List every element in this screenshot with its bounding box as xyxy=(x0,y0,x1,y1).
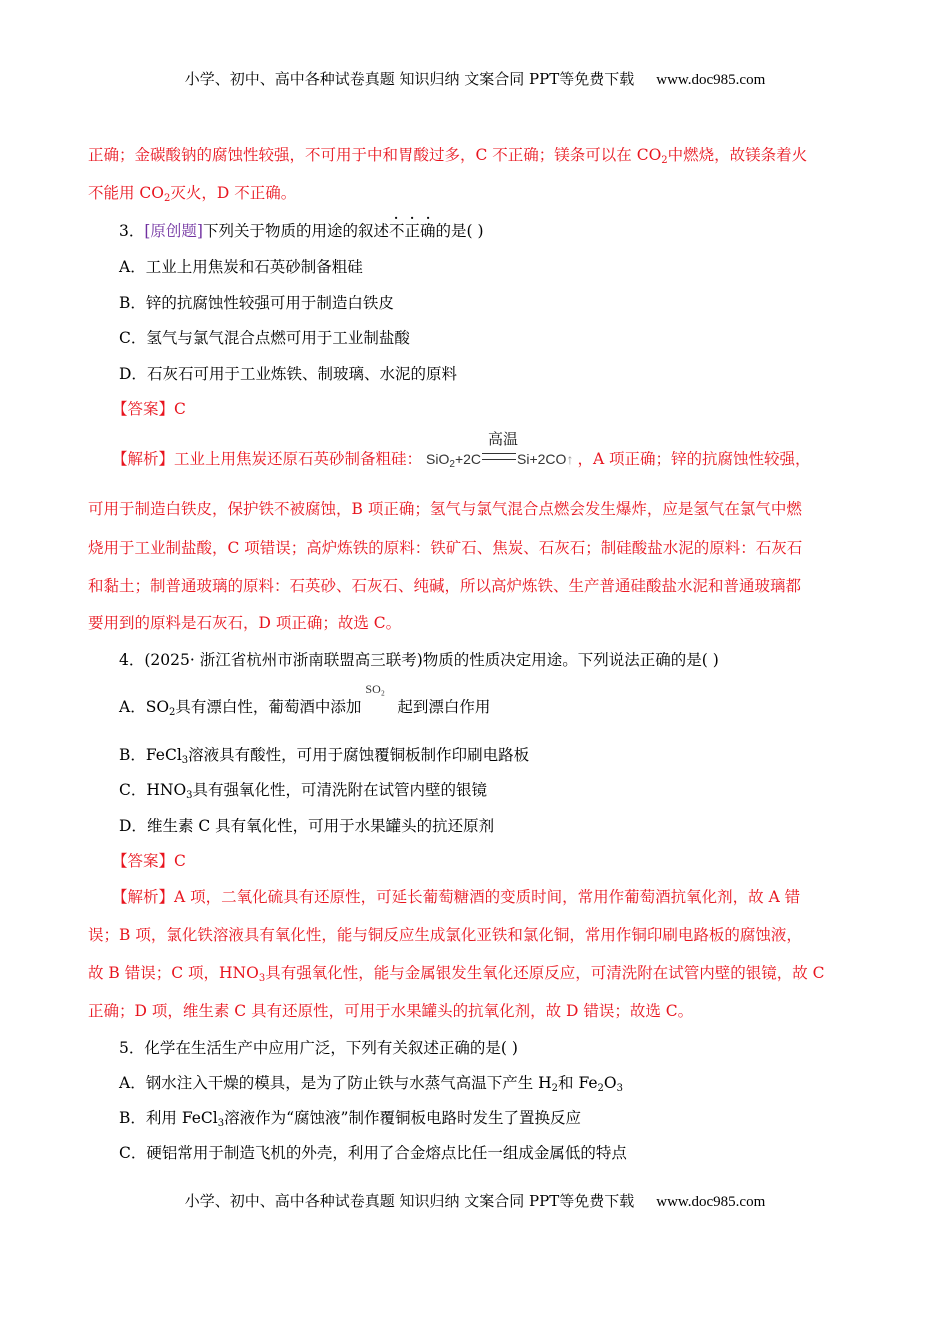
answer-value: C xyxy=(174,852,186,870)
option-label: C． xyxy=(119,1144,147,1162)
footer-url: www.doc985.com xyxy=(656,1194,766,1210)
option-text: FeCl xyxy=(145,746,182,764)
q4-analysis-line-3 xyxy=(88,962,825,990)
q3-option-c xyxy=(119,327,410,349)
option-text: 钢水注入干燥的模具，是为了防止铁与水蒸气高温下产生 H xyxy=(145,1074,552,1092)
analysis-label: 【解析】 xyxy=(112,450,175,468)
analysis-label: 【解析】 xyxy=(112,888,175,906)
q5-stem xyxy=(119,1037,518,1059)
question-number: 3． xyxy=(119,222,145,240)
option-text: 起到漂白作用 xyxy=(397,698,491,716)
chemical-equation xyxy=(426,430,574,476)
option-text: 和 Fe xyxy=(558,1074,598,1092)
question-number: 5． xyxy=(119,1039,145,1057)
subscript: 3 xyxy=(258,973,266,984)
q3-option-b xyxy=(119,292,394,314)
option-text: 锌的抗腐蚀性较强可用于制造白铁皮 xyxy=(145,294,394,312)
q5-option-c xyxy=(119,1142,627,1164)
option-label: D． xyxy=(119,365,147,383)
question-tag: [原创题] xyxy=(144,222,203,240)
formula-text: SO₂ xyxy=(365,682,385,696)
q4-analysis-line-4: 正确；D 项，维生素 C 具有还原性，可用于水果罐头的抗氧化剂，故 D 错误；故选 C。 xyxy=(88,1002,694,1020)
subscript: 2 xyxy=(164,193,171,204)
carryover-line-1 xyxy=(88,144,807,172)
q3-analysis-line-4: 和黏土；制普通玻璃的原料：石英砂、石灰石、纯碱，所以高炉炼铁、生产普通硅酸盐水泥和普通玻璃都 xyxy=(88,577,802,595)
option-text: 具有强氧化性，可清洗附在试管内壁的银镜 xyxy=(192,781,488,799)
footer-text: 小学、初中、高中各种试卷真题 知识归纳 文案合同 PPT等免费下载 xyxy=(184,1192,635,1210)
subscript: 2 xyxy=(597,1083,604,1094)
emphasis-dot-icon: · xyxy=(410,211,415,225)
q4-option-a xyxy=(119,682,491,724)
q4-stem xyxy=(119,649,719,671)
formula-part: SiO xyxy=(426,451,450,467)
answer-label: 【答案】 xyxy=(112,400,175,418)
question-stem: 的是( ) xyxy=(435,222,484,240)
page-footer xyxy=(0,1190,950,1211)
option-text: 硬铝常用于制造飞机的外壳，利用了合金熔点比任一组成金属低的特点 xyxy=(146,1144,627,1162)
q3-analysis-line-3: 烧用于工业制盐酸，C 项错误；高炉炼铁的原料：铁矿石、焦炭、石灰石；制硅酸盐水泥的原料：石灰石 xyxy=(88,539,803,557)
subscript: 2 xyxy=(169,707,176,718)
carryover-text: 正确；金碳酸钠的腐蚀性较强，不可用于中和胃酸过多，C 不正确；镁条可以在 CO xyxy=(88,146,662,164)
carryover-text: 中燃烧，故镁条着火 xyxy=(667,146,808,164)
carryover-text: 灭火，D 不正确。 xyxy=(170,184,297,202)
subscript: 2 xyxy=(449,459,455,470)
q5-option-b xyxy=(119,1107,581,1135)
option-text: 维生素 C 具有氧化性，可用于水果罐头的抗还原剂 xyxy=(146,817,495,835)
option-label: A． xyxy=(119,1074,146,1092)
option-label: B． xyxy=(119,1109,146,1127)
option-label: A． xyxy=(119,698,146,716)
subscript: 3 xyxy=(217,1118,225,1129)
carryover-line-2 xyxy=(88,182,296,210)
option-label: A． xyxy=(119,258,146,276)
analysis-text: 故 B 错误；C 项，HNO xyxy=(88,964,259,982)
option-text: 溶液作为“腐蚀液”制作覆铜板电路时发生了置换反应 xyxy=(224,1109,581,1127)
q3-analysis-line-2: 可用于制造白铁皮，保护铁不被腐蚀，B 项正确；氢气与氯气混合点燃会发生爆炸，应是氢气在氯气中燃 xyxy=(88,500,802,518)
q4-analysis-line-2: 误；B 项，氯化铁溶液具有氧化性，能与铜反应生成氯化亚铁和氯化铜，常用作铜印刷电路板的腐蚀液， xyxy=(88,926,802,944)
option-label: B． xyxy=(119,746,146,764)
q3-option-a xyxy=(119,256,363,278)
option-text: 溶液具有酸性，可用于腐蚀覆铜板制作印刷电路板 xyxy=(188,746,530,764)
q3-analysis-line-5: 要用到的原料是石灰石，D 项正确；故选 C。 xyxy=(88,614,402,632)
subscript: 2 xyxy=(661,155,668,166)
q3-option-d xyxy=(119,363,457,385)
option-text: SO xyxy=(145,698,170,716)
page-header xyxy=(0,68,950,89)
subscript: 3 xyxy=(616,1083,624,1094)
option-text: 具有漂白性，葡萄酒中添加 xyxy=(175,698,362,716)
gas-arrow-icon: ↑ xyxy=(566,451,574,467)
q3-answer xyxy=(112,398,186,420)
option-text: 石灰石可用于工业炼铁、制玻璃、水泥的原料 xyxy=(146,365,457,383)
analysis-text: ，A 项正确；锌的抗腐蚀性较强， xyxy=(577,450,811,468)
analysis-text: 工业上用焦炭还原石英砂制备粗硅： xyxy=(174,450,423,468)
option-text: HNO xyxy=(146,781,187,799)
option-label: C． xyxy=(119,781,147,799)
equals-sign-icon xyxy=(482,453,516,460)
option-text: O xyxy=(603,1074,617,1092)
q3-stem xyxy=(119,211,484,242)
q4-analysis-line-1 xyxy=(112,886,800,908)
q4-option-b xyxy=(119,744,529,772)
option-label: D． xyxy=(119,817,147,835)
q3-analysis-line-1 xyxy=(112,430,811,476)
answer-value: C xyxy=(174,400,186,418)
header-url: www.doc985.com xyxy=(656,72,766,88)
analysis-text: 具有强氧化性，能与金属银发生氧化还原反应，可清洗附在试管内壁的银镜，故 C xyxy=(265,964,825,982)
option-text: 工业上用焦炭和石英砂制备粗硅 xyxy=(145,258,363,276)
subscript: 3 xyxy=(181,755,189,766)
subscript: 2 xyxy=(551,1083,559,1094)
analysis-text: A 项，二氧化硫具有还原性，可延长葡萄糖酒的变质时间，常用作葡萄酒抗氧化剂，故 A 错 xyxy=(174,888,801,906)
carryover-text: 不能用 CO xyxy=(88,184,164,202)
option-text: 利用 FeCl xyxy=(145,1109,218,1127)
question-stem: (2025· 浙江省杭州市浙南联盟高三联考)物质的性质决定用途。下列说法正确的是( ) xyxy=(144,651,719,669)
formula-part: +2C xyxy=(454,451,482,467)
subscript: 3 xyxy=(186,790,193,801)
answer-label: 【答案】 xyxy=(112,852,175,870)
option-label: B． xyxy=(119,294,146,312)
q4-option-c xyxy=(119,779,487,807)
question-stem: 下列关于物质的用途的叙述 xyxy=(202,222,389,240)
q5-option-a xyxy=(119,1072,623,1100)
question-number: 4． xyxy=(119,651,145,669)
embedded-formula-image xyxy=(361,682,397,712)
q4-answer xyxy=(112,850,186,872)
option-text: 氢气与氯气混合点燃可用于工业制盐酸 xyxy=(146,329,410,347)
question-stem: 化学在生活生产中应用广泛，下列有关叙述正确的是( ) xyxy=(144,1039,518,1057)
option-label: C． xyxy=(119,329,147,347)
q4-option-d xyxy=(119,815,494,837)
emphasis-word: 不正确 xyxy=(389,222,436,240)
header-text: 小学、初中、高中各种试卷真题 知识归纳 文案合同 PPT等免费下载 xyxy=(184,70,635,88)
formula-part: Si+2CO xyxy=(517,451,567,467)
reaction-condition: 高温 xyxy=(488,430,519,448)
emphasis-text xyxy=(389,211,436,240)
emphasis-dot-icon: · xyxy=(394,211,399,225)
emphasis-dot-icon: · xyxy=(426,211,431,225)
